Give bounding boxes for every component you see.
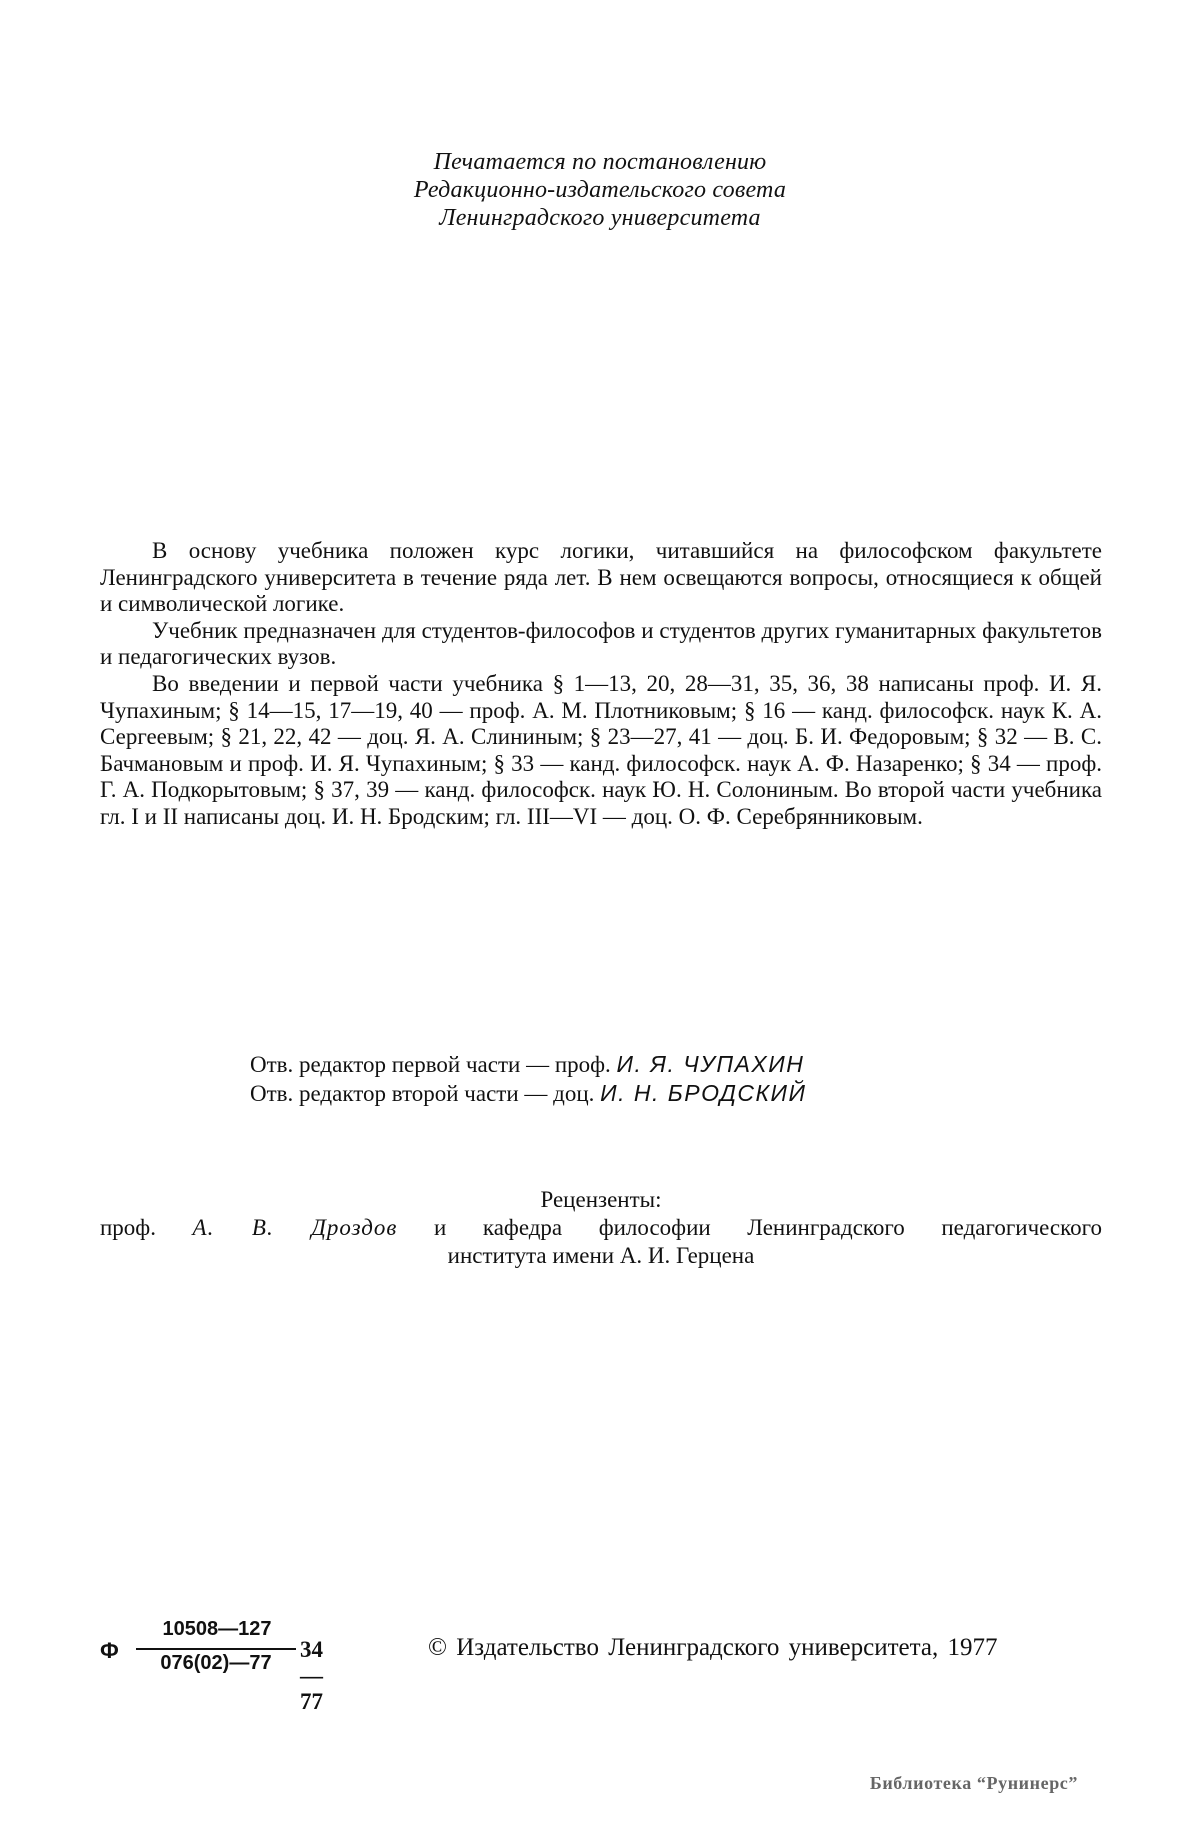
editor-second-name: И. Н. БРОДСКИЙ	[600, 1080, 807, 1106]
imprimatur-line-2: Редакционно-издательского совета	[413, 177, 787, 203]
fraction-bar	[136, 1648, 296, 1650]
reviewer-prof-name: А. В. Дроздов	[192, 1215, 398, 1240]
catalog-denominator: 076(02)—77	[160, 1652, 272, 1674]
imprimatur-line-1: Печатается по постановлению	[433, 149, 767, 175]
reviewer-prof-prefix: проф.	[100, 1215, 193, 1240]
annotation-block	[100, 538, 1102, 831]
reviewers-heading: Рецензенты:	[540, 1187, 662, 1212]
reviewers-block	[100, 1186, 1102, 1270]
editor-second-prefix: Отв. редактор второй части — доц.	[250, 1081, 601, 1106]
editor-second-part	[250, 1079, 1200, 1108]
catalog-mark: Ф	[100, 1638, 119, 1663]
editors-block	[0, 1050, 1200, 1108]
copyright-notice: © Издательство Ленинградского университета, 1977	[428, 1634, 998, 1661]
annotation-paragraph-1: В основу учебника положен курс логики, читавшийся на философском факультете Ленинградского университета в течение ряда лет. В нем освещаются вопросы, относящиеся к общей и символической логике.	[100, 538, 1102, 617]
reviewers-line-1	[100, 1214, 1102, 1242]
catalog-code: 34—77	[300, 1637, 323, 1714]
catalog-numerator: 10508—127	[162, 1618, 272, 1640]
annotation-paragraph-2: Учебник предназначен для студентов-философов и студентов других гуманитарных факультетов и педагогических вузов.	[100, 617, 1102, 670]
editor-first-prefix: Отв. редактор первой части — проф.	[250, 1052, 617, 1077]
imprimatur-block	[0, 148, 1200, 232]
imprint-footer	[100, 1618, 1110, 1714]
reviewers-line-2: института имени А. И. Герцена	[447, 1243, 755, 1268]
editor-first-name: И. Я. ЧУПАХИН	[616, 1051, 805, 1077]
annotation-paragraph-3: Во введении и первой части учебника § 1—13, 20, 28—31, 35, 36, 38 написаны проф. И. Я. Чупахиным; § 14—15, 17—19, 40 — проф. А. М. Плотниковым; § 16 — канд. философск. наук К. А. Сергеевым; § 21, 22, 42 — доц. Я. А. Слининым; § 23—27, 41 — доц. Б. И. Федоровым; § 32 — В. С. Бачмановым и проф. И. Я. Чупахиным; § 33 — канд. философск. наук А. Ф. Назаренко; § 34 — проф. Г. А. Подкорытовым; § 37, 39 — канд. философск. наук Ю. Н. Солониным. Во второй части учебника гл. I и II написаны доц. И. Н. Бродским; гл. III—VI — доц. О. Ф. Серебрянниковым.	[100, 670, 1102, 829]
reviewer-department: и кафедра философии Ленинградского педагогического	[397, 1215, 1103, 1240]
editor-first-part	[250, 1050, 1200, 1079]
imprimatur-line-3: Ленинградского университета	[439, 205, 761, 231]
library-watermark: Библиотека “Рунинерс”	[869, 1773, 1078, 1793]
